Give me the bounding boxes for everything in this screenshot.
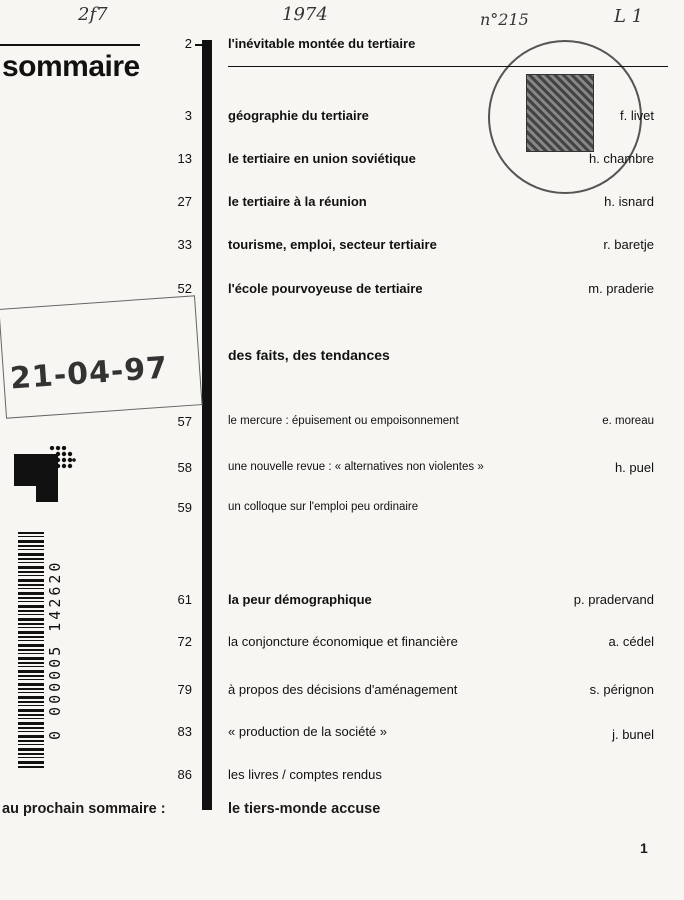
title-rule-right [228,66,668,67]
toc-title[interactable]: tourisme, emploi, secteur tertiaire [228,237,437,252]
toc-title[interactable]: l'inévitable montée du tertiaire [228,36,416,51]
handwritten-code: n°215 [480,10,529,29]
toc-author: f. livet [620,108,654,123]
toc-author: h. puel [614,460,654,475]
toc-title[interactable]: le tertiaire en union soviétique [228,151,416,166]
toc-author: p. pradervand [573,592,654,607]
heading-rule [0,44,140,46]
toc-author: r. baretje [603,237,654,252]
handwritten-year: 1974 [282,4,328,25]
toc-page-number: 57 [177,414,192,429]
toc-page-number: 27 [177,194,192,209]
toc-title[interactable]: la conjoncture économique et financière [228,634,458,649]
vertical-bar [202,40,212,810]
toc-title[interactable]: à propos des décisions d'aménagement [228,682,458,697]
handwritten-ref: L 1 [614,6,644,27]
toc-title[interactable]: le mercure : épuisement ou empoisonnement [228,415,459,427]
section-heading: des faits, des tendances [228,347,390,363]
toc-title[interactable]: géographie du tertiaire [228,108,369,123]
toc-page-number: 59 [177,500,192,515]
next-issue-title: le tiers-monde accuse [228,801,381,817]
publisher-logo [14,446,76,508]
date-stamp: 21-04-97 [8,350,170,397]
library-stamp-emblem [526,74,594,152]
toc-author: m. praderie [588,281,654,296]
toc-title[interactable]: les livres / comptes rendus [228,767,382,782]
barcode [18,532,44,768]
toc-title[interactable]: « production de la société » [228,724,387,739]
toc-page-number: 86 [177,767,192,782]
toc-title[interactable]: l'école pourvoyeuse de tertiaire [228,281,423,296]
toc-author: e. moreau [602,415,654,427]
handwritten-number: 2f7 [78,4,108,25]
toc-page-number: 52 [177,281,192,296]
toc-author: a. cédel [608,634,654,649]
toc-author: h. chambre [588,151,654,166]
toc-author: s. pérignon [589,682,654,697]
next-issue-label: au prochain sommaire : [2,801,166,817]
barcode-digits: 0 000005 142620 [46,559,64,741]
toc-title[interactable]: une nouvelle revue : « alternatives non violentes » [228,461,484,473]
toc-page-number: 33 [177,237,192,252]
toc-page-number: 83 [177,724,192,739]
toc-title[interactable]: un colloque sur l'emploi peu ordinaire [228,501,419,513]
toc-page-number: 72 [177,634,192,649]
toc-page-number: 3 [184,108,192,123]
toc-page-number: 58 [177,460,192,475]
toc-page-number: 13 [177,151,192,166]
toc-title[interactable]: la peur démographique [228,592,372,607]
toc-page-number: 79 [177,682,192,697]
page-title: sommaire [2,50,140,83]
toc-author: j. bunel [612,727,654,742]
toc-title[interactable]: le tertiaire à la réunion [228,194,367,209]
page-number: 1 [640,840,648,856]
toc-page-number: 2 [184,36,192,51]
toc-author: h. isnard [604,194,654,209]
toc-page-number: 61 [177,592,192,607]
